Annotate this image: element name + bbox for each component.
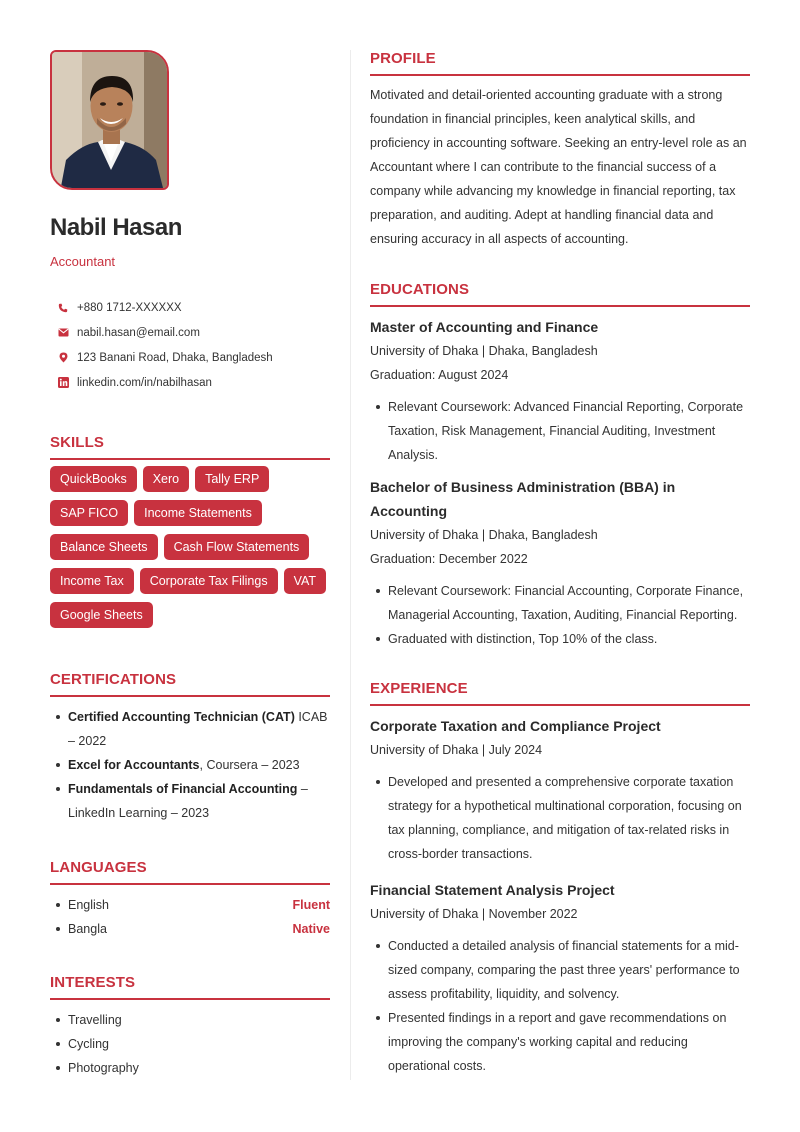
linkedin-icon (57, 377, 69, 389)
skill-chip: Corporate Tax Filings (140, 568, 278, 594)
street-address: 123 Banani Road, Dhaka, Bangladesh (77, 351, 273, 364)
certification-detail: , Coursera – 2023 (199, 758, 300, 772)
profile-photo (50, 50, 169, 190)
job-title: Accountant (50, 254, 116, 269)
degree-title: Master of Accounting and Finance (370, 319, 599, 335)
project-organization: University of Dhaka | July 2024 (370, 743, 543, 757)
contact-list (50, 295, 330, 395)
skill-chip: Income Tax (50, 568, 134, 594)
profile-heading: PROFILE (370, 50, 750, 76)
school-location: University of Dhaka | Dhaka, Bangladesh (370, 528, 598, 542)
project-bullet: Conducted a detailed analysis of financial statements for a mid-sized company, comparing the past three years' performance to assess profitability, liquidity, and solvency. (370, 934, 750, 1006)
experience-section (370, 680, 750, 1078)
linkedin-url: linkedin.com/in/nabilhasan (77, 376, 212, 389)
person-portrait-image (52, 52, 169, 190)
project-title: Corporate Taxation and Compliance Project (370, 718, 661, 734)
contact-phone (50, 295, 330, 320)
profile-summary: Motivated and detail-oriented accounting graduate with a strong foundation in financial principles, keen analytical skills, and proficiency in accounting software. Seeking an entry-level role as an Accountant where I can contribute to the financial success of a company while advancing my knowledge in financial reporting, tax preparation, and auditing. Adept at handling financial data and ensuring accuracy in all aspects of accounting. (370, 88, 747, 246)
certification-detail: ICAB – 2022 (68, 710, 328, 748)
education-section (370, 281, 750, 651)
profile-section (370, 50, 750, 251)
skill-chip: Xero (143, 466, 189, 492)
coursework-item: Relevant Coursework: Advanced Financial Reporting, Corporate Taxation, Risk Management, Financial Auditing, Investment Analysis. (370, 395, 750, 467)
right-column (370, 50, 750, 1078)
language-level: Native (292, 922, 330, 936)
project-bullets (370, 934, 750, 1078)
school-location: University of Dhaka | Dhaka, Bangladesh (370, 344, 598, 358)
skill-chip: SAP FICO (50, 500, 128, 526)
graduation-date: Graduation: August 2024 (370, 368, 509, 382)
skill-chip: QuickBooks (50, 466, 137, 492)
project-bullet: Presented findings in a report and gave recommendations on improving the company's working capital and reducing operational costs. (370, 1006, 750, 1078)
skill-chip: Balance Sheets (50, 534, 158, 560)
education-entry (370, 315, 750, 467)
interests-section (50, 974, 330, 1080)
project-bullets (370, 770, 750, 866)
certification-detail: – LinkedIn Learning – 2023 (68, 782, 308, 820)
coursework-item: Relevant Coursework: Financial Accounting, Corporate Finance, Managerial Accounting, Taxation, Auditing, Financial Reporting. (370, 579, 750, 627)
skill-chip: Income Statements (134, 500, 262, 526)
language-item (50, 893, 330, 917)
certifications-section (50, 671, 330, 825)
interest-list (50, 1008, 330, 1080)
certification-item (50, 705, 330, 753)
contact-email (50, 320, 330, 345)
certification-name: Excel for Accountants (68, 758, 200, 772)
project-bullet: Developed and presented a comprehensive corporate taxation strategy for a hypothetical multinational corporation, focusing on tax planning, compliance, and mitigation of tax-related risks in cross-border transactions. (370, 770, 750, 866)
interest-item: Cycling (50, 1032, 330, 1056)
skill-chips (50, 466, 330, 628)
project-title: Financial Statement Analysis Project (370, 882, 615, 898)
contact-address (50, 345, 330, 370)
coursework-item: Graduated with distinction, Top 10% of the class. (370, 627, 750, 651)
phone-number: +880 1712-XXXXXX (77, 301, 182, 314)
certification-item (50, 753, 330, 777)
interest-item: Travelling (50, 1008, 330, 1032)
experience-heading: EXPERIENCE (370, 680, 750, 706)
person-name: Nabil Hasan (50, 214, 182, 241)
languages-section (50, 859, 330, 941)
degree-title: Bachelor of Business Administration (BBA) in Accounting (370, 479, 676, 519)
coursework-list (370, 579, 750, 651)
mail-icon (57, 327, 69, 339)
certification-list (50, 705, 330, 825)
education-entry (370, 475, 750, 651)
certification-item (50, 777, 330, 825)
experience-entry (370, 714, 750, 866)
language-level: Fluent (292, 898, 330, 912)
language-item (50, 917, 330, 941)
project-organization: University of Dhaka | November 2022 (370, 907, 578, 921)
coursework-list (370, 395, 750, 467)
certification-name: Certified Accounting Technician (CAT) (68, 710, 295, 724)
interest-item: Photography (50, 1056, 330, 1080)
certifications-heading: CERTIFICATIONS (50, 671, 330, 697)
skill-chip: Cash Flow Statements (164, 534, 310, 560)
language-name: Bangla (68, 922, 107, 936)
left-column (50, 50, 330, 1080)
education-heading: EDUCATIONS (370, 281, 750, 307)
contact-linkedin (50, 370, 330, 395)
email-address: nabil.hasan@email.com (77, 326, 200, 339)
language-name: English (68, 898, 109, 912)
skills-section (50, 434, 330, 628)
column-divider (350, 50, 351, 1080)
graduation-date: Graduation: December 2022 (370, 552, 528, 566)
experience-entry (370, 878, 750, 1078)
languages-heading: LANGUAGES (50, 859, 330, 885)
location-pin-icon (57, 352, 69, 364)
phone-icon (57, 302, 69, 314)
skill-chip: Google Sheets (50, 602, 153, 628)
skill-chip: VAT (284, 568, 326, 594)
certification-name: Fundamentals of Financial Accounting (68, 782, 298, 796)
language-list (50, 893, 330, 941)
skills-heading: SKILLS (50, 434, 330, 460)
interests-heading: INTERESTS (50, 974, 330, 1000)
skill-chip: Tally ERP (195, 466, 269, 492)
